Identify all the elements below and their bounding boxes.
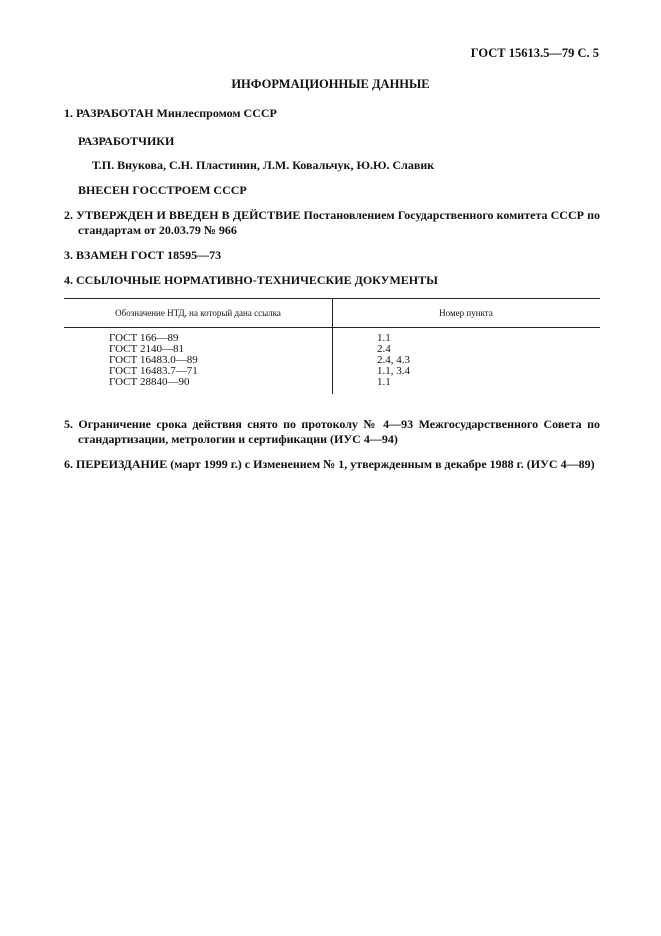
section-5-paragraph (64, 417, 600, 447)
submitted-by: ВНЕСЕН ГОССТРОЕМ СССР (78, 183, 247, 197)
table-header-document: Обозначение НТД, на который дана ссылка (115, 308, 281, 318)
table-column-documents (109, 333, 198, 388)
section-2-line-1: 2. УТВЕРЖДЕН И ВВЕДЕН В ДЕЙСТВИЕ Постановлением Государственного комитета СССР по (64, 208, 600, 222)
table-column-items (377, 333, 410, 388)
section-4-heading: 4. ССЫЛОЧНЫЕ НОРМАТИВНО-ТЕХНИЧЕСКИЕ ДОКУМЕНТЫ (64, 273, 438, 287)
developers-names: Т.П. Внукова, С.Н. Пластинин, Л.М. Ковальчук, Ю.Ю. Славик (92, 158, 435, 172)
section-5-line-2: стандартизации, метрологии и сертификации (ИУС 4—94) (78, 432, 398, 446)
table-cell-doc: ГОСТ 28840—90 (109, 376, 190, 388)
section-2-line-2: стандартам от 20.03.79 № 966 (78, 223, 237, 237)
table-cell-item: 1.1 (377, 332, 391, 344)
table-cell-item: 2.4, 4.3 (377, 354, 410, 366)
table-cell-doc: ГОСТ 16483.7—71 (109, 365, 198, 377)
table-cell-doc: ГОСТ 2140—81 (109, 343, 184, 355)
table-cell-item: 1.1, 3.4 (377, 365, 410, 377)
section-5-line-1: 5. Ограничение срока действия снято по протоколу № 4—93 Межгосударственного Совета по (64, 417, 600, 431)
table-header-item: Номер пункта (439, 308, 493, 318)
page-header-code: ГОСТ 15613.5—79 С. 5 (470, 46, 599, 60)
developers-label: РАЗРАБОТЧИКИ (78, 134, 175, 148)
table-cell-item: 1.1 (377, 376, 391, 388)
page-title: ИНФОРМАЦИОННЫЕ ДАННЫЕ (231, 77, 430, 91)
section-1-heading: 1. РАЗРАБОТАН Минлеспромом СССР (64, 106, 277, 120)
table-cell-item: 2.4 (377, 343, 391, 355)
section-3-text: 3. ВЗАМЕН ГОСТ 18595—73 (64, 248, 222, 262)
table-cell-doc: ГОСТ 16483.0—89 (109, 354, 198, 366)
section-6-text: 6. ПЕРЕИЗДАНИЕ (март 1999 г.) с Изменением № 1, утвержденным в декабре 1988 г. (ИУС 4—89) (64, 457, 595, 471)
table-cell-doc: ГОСТ 166—89 (109, 332, 179, 344)
section-2-paragraph (64, 208, 600, 238)
